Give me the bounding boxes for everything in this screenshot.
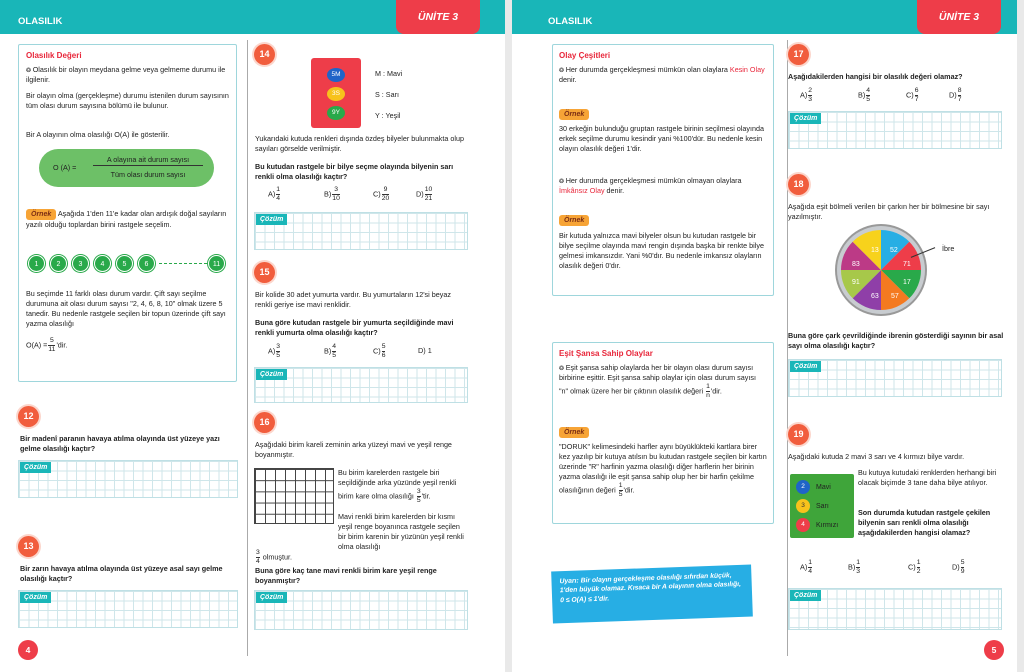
marble-count: 3 [796, 499, 810, 513]
solution-label: Çözüm [20, 462, 51, 473]
section-title: Olay Çeşitleri [559, 51, 611, 60]
wheel-number: 83 [852, 261, 860, 268]
traffic-light-box [311, 58, 361, 128]
example-body: Aşağıda 1'den 11'e kadar olan ardışık doğal sayıların yazılı olduğu toplardan birini rastgele seçelim. [26, 209, 227, 229]
example-tag: Örnek [26, 209, 56, 220]
side-text-2: Mavi renkli birim karelerden bir kısmı yeşil renge boyanınca rastgele seçilen bir birim karenin bir yüzünün yeşil renkli olma olasılığı [338, 512, 464, 551]
equal-chance-box [552, 342, 774, 524]
option-a[interactable]: A) $\frac{1}{4}$ [800, 559, 813, 575]
question-prompt: Buna göre kutudan rastgele bir yumurta seçildiğinde mavi renkli yumurta olma olasılığı kaçtır? [255, 318, 454, 337]
example-body: Bir kutuda yalnızca mavi bilyeler olsun bu kutudan rastgele bir bilye seçilme olayında mavi rengin dışında başka bir renkte bilye gelmesi imkansızdır. Yani %0'dır. Bu nedenle imkansız olayların olasılık değeri 0'dır. [559, 231, 764, 270]
example-tag: Örnek [559, 109, 589, 120]
option-b[interactable]: B) $\frac{3}{10}$ [324, 186, 340, 202]
option-c[interactable]: C) $\frac{5}{6}$ [373, 343, 386, 359]
example-explanation: Bu seçimde 11 farklı olası durum vardır. Çift sayı seçilme durumuna ait olası durum sayısı "2, 4, 6, 8, 10" olmak üzere 5 tanedir. Bu nedenle rastgele seçilen bir topun üzerinde çift sayı yazma olasılığı [26, 289, 226, 328]
solution-grid[interactable] [254, 367, 468, 403]
ball: 11 [208, 255, 225, 272]
green-light: 9Y [327, 106, 345, 120]
blue-light: 5M [327, 68, 345, 82]
legend-item: Y : Yeşil [375, 111, 401, 120]
question-prompt: Bu kutudan rastgele bir bilye seçme olayında bilyenin sarı renkli olma olasılığı kaçtır? [255, 162, 454, 181]
intro-paragraph-2: Bir A olayının olma olasılığı O(A) ile gösterilir. [26, 130, 170, 139]
question-text: Aşağıda eşit bölmeli verilen bir çarkın her bir bölmesine bir sayı yazılmıştır. [788, 202, 990, 221]
page-number: 4 [18, 640, 38, 660]
bullet-certain: ❂ Her durumda gerçekleşmesi mümkün olan olaylara Kesin Olay denir. [559, 65, 767, 85]
option-d[interactable]: D) 1 [418, 346, 432, 355]
question-text: Bir madenî paranın havaya atılma olayında üst yüzeye yazı gelme olasılığı kaçtır? [20, 434, 220, 453]
question-number: 14 [254, 44, 275, 65]
marble-label: Kırmızı [816, 522, 839, 529]
balls-row [26, 255, 231, 275]
ball: 2 [50, 255, 67, 272]
wheel-svg [837, 226, 925, 314]
header-title: OLASILIK [548, 16, 593, 27]
question-text: Yukarıdaki kutuda renkleri dışında özdeş bilyeler bulunmakta olup sayıları görselde verilmiştir. [255, 134, 464, 153]
question-text: Bir kolide 30 adet yumurta vardır. Bu yumurtaların 12'si beyaz renkli geriye ise mavi renklidir. [255, 290, 451, 309]
wheel-number: 17 [903, 279, 911, 286]
equal-chance-bullet: ❂ Eşit şansa sahip olaylarda her bir olayın olası durum sayısı birbirine eşittir. Eşit şansa sahip olaylar için olası durum sayısı "n" olmak üzere her bir çıktının olasılık değeri $\frac{1}{n}$ 'dir. [559, 363, 767, 400]
question-number: 17 [788, 44, 809, 65]
marble-count: 2 [796, 480, 810, 494]
marble-label: Mavi [816, 484, 831, 491]
question-number: 12 [18, 406, 39, 427]
question-number: 19 [788, 424, 809, 445]
ball: 4 [94, 255, 111, 272]
legend-item: S : Sarı [375, 90, 399, 99]
question-text: Aşağıdakilerden hangisi bir olasılık değeri olamaz? [788, 72, 963, 81]
wheel-number: 91 [852, 279, 860, 286]
example-body: 30 erkeğin bulunduğu gruptan rastgele birinin seçilmesi olayında erkek seçilme durumu kesindir yani %100'dür. Bu nedenle kesin olayın olasılık değeri 1'dir. [559, 124, 764, 153]
unit-square-grid [254, 468, 334, 524]
spinner-wheel [837, 226, 925, 314]
section-title: Eşit Şansa Sahip Olaylar [559, 349, 653, 358]
formula-box [39, 149, 214, 187]
question-number: 18 [788, 174, 809, 195]
left-page [0, 0, 505, 672]
option-d[interactable]: D) $\frac{8}{7}$ [949, 87, 962, 103]
solution-label: Çözüm [790, 590, 821, 601]
ball: 3 [72, 255, 89, 272]
wheel-number: 63 [871, 293, 879, 300]
example-tag: Örnek [559, 427, 589, 438]
wheel-number: 71 [903, 261, 911, 268]
warning-banner: Uyarı: Bir olayın gerçekleşme olasılığı sıfırdan küçük, 1'den büyük olamaz. Kısaca bir A olayının olma olasılığı, 0 ≤ O(A) ≤ 1'dir. [551, 565, 753, 624]
page-header [512, 0, 1017, 34]
solution-grid[interactable] [788, 588, 1002, 630]
ball: 6 [138, 255, 155, 272]
example-tag: Örnek [559, 215, 589, 226]
solution-grid[interactable] [18, 590, 238, 628]
wheel-number: 57 [891, 293, 899, 300]
solution-grid[interactable] [788, 359, 1002, 397]
solution-grid[interactable] [18, 460, 238, 498]
side-text-2-tail: $\frac{3}{4}$ olmuştur. [256, 549, 292, 565]
answer-options [800, 559, 1000, 579]
question-context: Bu kutuya kutudaki renklerden herhangi biri olacak biçimde 3 tane daha bilye atılıyor. [858, 468, 997, 487]
option-d[interactable]: D) $\frac{10}{21}$ [416, 186, 433, 202]
solution-grid[interactable] [788, 111, 1002, 149]
option-c[interactable]: C) $\frac{6}{7}$ [906, 87, 919, 103]
ball: 5 [116, 255, 133, 272]
option-a[interactable]: A) $\frac{2}{3}$ [800, 87, 813, 103]
question-number: 13 [18, 536, 39, 557]
formula-denominator: Tüm olası durum sayısı [110, 170, 186, 179]
intro-bullet: ❂ Olasılık bir olayın meydana gelme veya gelmeme durumu ile ilgilenir. [26, 65, 231, 85]
option-a[interactable]: A) $\frac{1}{4}$ [268, 186, 281, 202]
question-text: Aşağıdaki kutuda 2 mavi 3 sarı ve 4 kırmızı bilye vardır. [788, 452, 965, 461]
example-body: "DORUK" kelimesindeki harfler aynı büyüklükteki kartlara birer kez yazılıp bir kutuya atılsın bu kutudan rastgele seçilen bir kartın üzerinde "R" harfinin yazma olasılığı diğer harflerin her birinin yazma olasılığı ile eşit şansa sahip olup her bir harfin çekilme olasılığının değeri $\frac{1}{5}$ 'dir. [559, 442, 767, 498]
page-number: 5 [984, 640, 1004, 660]
option-a[interactable]: A) $\frac{3}{5}$ [268, 343, 281, 359]
yellow-light: 3S [327, 87, 345, 101]
solution-label: Çözüm [790, 361, 821, 372]
formula-lhs: O (A) = [53, 163, 77, 172]
legend-item: M : Mavi [375, 69, 403, 78]
header-title: OLASILIK [18, 16, 63, 27]
question-number: 16 [254, 412, 275, 433]
event-types-box [552, 44, 774, 296]
unit-tab: ÜNİTE 3 [917, 0, 1001, 34]
wheel-number: 13 [871, 247, 879, 254]
question-prompt: Buna göre kaç tane mavi renkli birim kare yeşil renge boyanmıştır? [255, 566, 437, 585]
option-b[interactable]: B) $\frac{4}{5}$ [324, 343, 337, 359]
question-number: 15 [254, 262, 275, 283]
solution-grid[interactable] [254, 590, 468, 630]
example-result [26, 337, 67, 354]
solution-grid[interactable] [254, 212, 468, 250]
question-prompt: Son durumda kutudan rastgele çekilen bilyenin sarı renkli olma olasılığı aşağıdakilerden hangisi olamaz? [858, 508, 991, 537]
example-text [26, 209, 231, 230]
intro-paragraph: Bir olayın olma (gerçekleşme) durumu istenilen durum sayısının tüm olası durum sayısına bölümü ile bulunur. [26, 91, 229, 110]
right-page [512, 0, 1017, 672]
option-b[interactable]: B) $\frac{1}{3}$ [848, 559, 861, 575]
question-text: Aşağıdaki birim kareli zeminin arka yüzeyi mavi ve yeşil renge boyanmıştır. [255, 440, 452, 459]
unit-tab: ÜNİTE 3 [396, 0, 480, 34]
option-d[interactable]: D) $\frac{5}{9}$ [952, 559, 965, 575]
dashes [159, 263, 207, 264]
answer-options [268, 186, 468, 206]
formula-numerator: A olayına ait durum sayısı [93, 155, 203, 166]
result-tail: 'dir. [56, 340, 68, 350]
marble-count: 4 [796, 518, 810, 532]
result-lhs: O(A) = [26, 340, 48, 350]
page-header [0, 0, 505, 34]
question-prompt: Buna göre çark çevrildiğinde ibrenin gösterdiği sayının bir asal sayı olma olasılığı kaçtır? [788, 331, 1004, 350]
answer-options [268, 343, 468, 363]
bullet-impossible: ❂ Her durumda gerçekleşmesi mümkün olmayan olaylara İmkânsız Olay denir. [559, 176, 767, 196]
solution-label: Çözüm [20, 592, 51, 603]
ball: 1 [28, 255, 45, 272]
marble-box [790, 474, 854, 538]
option-c[interactable]: C) $\frac{9}{20}$ [373, 186, 390, 202]
column-divider [247, 40, 248, 656]
side-text-1: Bu birim karelerden rastgele biri seçildiğinde arka yüzünde yeşil renkli birim kare olma olasılığı $\frac{3}{5}$ 'tir. [338, 468, 457, 504]
section-title: Olasılık Değeri [26, 51, 82, 60]
pointer-label: İbre [942, 244, 955, 253]
marble-label: Sarı [816, 503, 829, 510]
answer-options [800, 87, 1000, 107]
solution-label: Çözüm [256, 369, 287, 380]
solution-label: Çözüm [256, 214, 287, 225]
question-text: Bir zarın havaya atılma olayında üst yüzeye asal sayı gelme olasılığı kaçtır? [20, 564, 223, 583]
option-c[interactable]: C) $\frac{1}{2}$ [908, 559, 921, 575]
intro-box [18, 44, 237, 382]
fraction: $\frac{5}{11}$ [48, 337, 56, 353]
wheel-number: 52 [890, 247, 898, 254]
option-b[interactable]: B) $\frac{4}{5}$ [858, 87, 871, 103]
solution-label: Çözüm [256, 592, 287, 603]
solution-label: Çözüm [790, 113, 821, 124]
